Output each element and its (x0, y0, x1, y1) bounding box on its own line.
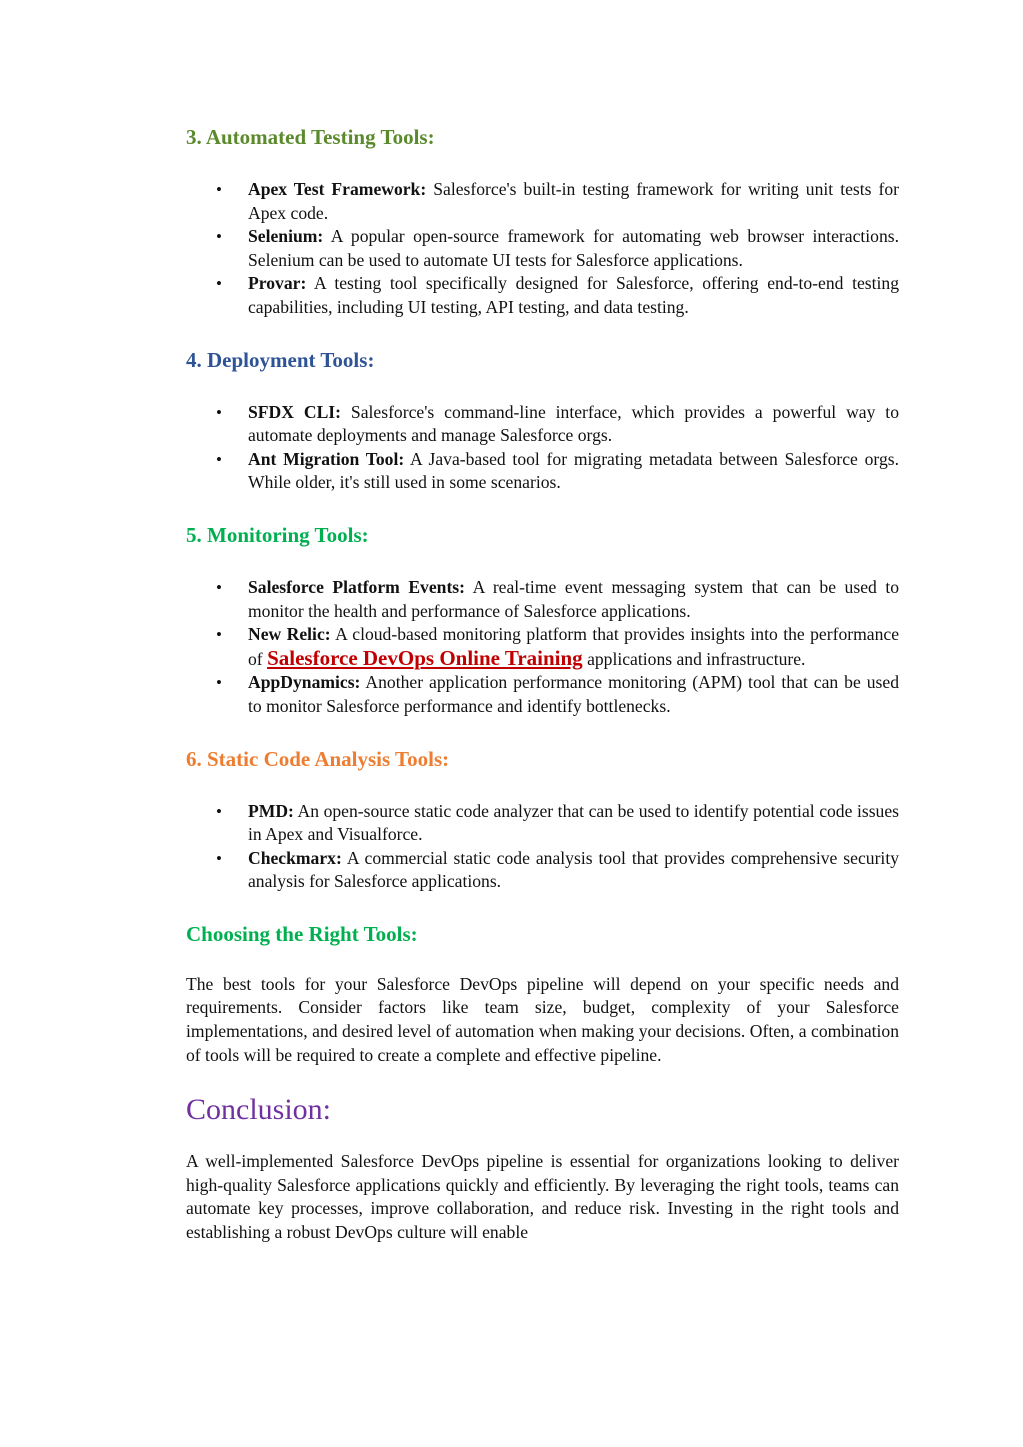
conclusion-paragraph: A well-implemented Salesforce DevOps pipeline is essential for organizations looking to deliver high-quality Salesforce applications quickly and efficiently. By leveraging the right tools, teams can automate key processes, improve collaboration, and reduce risk. Investing in the right tools and establishing a robust DevOps culture will enable (186, 1151, 899, 1243)
monitoring-tools-list (186, 576, 899, 719)
section-heading-static-analysis: 6. Static Code Analysis Tools: (186, 746, 450, 771)
bullet-icon: • (216, 449, 222, 469)
item-text: Salesforce's built-in testing framework for writing unit tests for Apex code. (248, 179, 899, 223)
list-item (186, 178, 899, 225)
item-term: Selenium: (248, 226, 324, 247)
document-page (186, 122, 899, 1245)
list-item (186, 225, 899, 272)
deployment-tools-list (186, 401, 899, 495)
bullet-icon: • (216, 227, 222, 247)
item-text: A Java-based tool for migrating metadata between Salesforce orgs. While older, it's still used in some scenarios. (248, 448, 899, 493)
testing-tools-list (186, 178, 899, 320)
item-term: Checkmarx: (248, 847, 342, 868)
section-heading-testing: 3. Automated Testing Tools: (186, 125, 435, 149)
item-term: Ant Migration Tool: (248, 448, 405, 469)
item-term: PMD: (248, 800, 294, 821)
section-heading-deployment: 4. Deployment Tools: (186, 347, 375, 372)
item-text: A commercial static code analysis tool that provides comprehensive security analysis for Salesforce applications. (248, 847, 899, 892)
conclusion-heading: Conclusion: (186, 1093, 332, 1127)
item-text: A cloud-based monitoring platform that provides insights into the performance of (248, 624, 900, 669)
bullet-icon: • (216, 274, 222, 294)
bullet-icon: • (216, 801, 222, 821)
item-text: applications and infrastructure. (582, 648, 806, 669)
list-item (186, 671, 899, 718)
item-term: Salesforce Platform Events: (248, 576, 466, 597)
item-text: A testing tool specifically designed for Salesforce, offering end-to-end testing capabilities, including UI testing, API testing, and data testing. (248, 273, 899, 317)
item-text: Another application performance monitoring (APM) tool that can be used to monitor Salesforce performance and identify bottlenecks. (248, 672, 899, 716)
list-item (186, 623, 899, 671)
list-item (186, 576, 899, 623)
bullet-icon: • (216, 625, 222, 645)
list-item (186, 272, 899, 319)
item-term: Apex Test Framework: (248, 179, 427, 199)
item-term: SFDX CLI: (248, 401, 342, 422)
bullet-icon: • (216, 848, 222, 868)
list-item (186, 448, 899, 495)
bullet-icon: • (216, 402, 222, 422)
item-text: An open-source static code analyzer that can be used to identify potential code issues in Apex and Visualforce. (248, 800, 899, 845)
list-item (186, 401, 899, 448)
list-item (186, 800, 899, 847)
item-text: A popular open-source framework for automating web browser interactions. Selenium can be used to automate UI tests for Salesforce applications. (248, 226, 899, 270)
bullet-icon: • (216, 577, 222, 597)
item-term: Provar: (248, 273, 307, 294)
item-term: AppDynamics: (248, 672, 361, 693)
training-link[interactable]: Salesforce DevOps Online Training (267, 645, 583, 670)
choosing-paragraph: The best tools for your Salesforce DevOps pipeline will depend on your specific needs and requirements. Consider factors like team size, budget, complexity of your Salesforce implementations, and desired level of automation when making your decisions. Often, a combination of tools will be required to create a complete and effective pipeline. (186, 973, 899, 1065)
bullet-icon: • (216, 180, 222, 199)
section-heading-monitoring: 5. Monitoring Tools: (186, 522, 369, 547)
list-item (186, 847, 899, 894)
static-analysis-tools-list (186, 800, 899, 894)
section-heading-choosing: Choosing the Right Tools: (186, 921, 418, 946)
bullet-icon: • (216, 673, 222, 693)
item-text: A real-time event messaging system that can be used to monitor the health and performance of Salesforce applications. (248, 576, 900, 621)
item-term: New Relic: (248, 624, 331, 645)
item-text: Salesforce's command-line interface, which provides a powerful way to automate deployments and manage Salesforce orgs. (248, 401, 899, 446)
